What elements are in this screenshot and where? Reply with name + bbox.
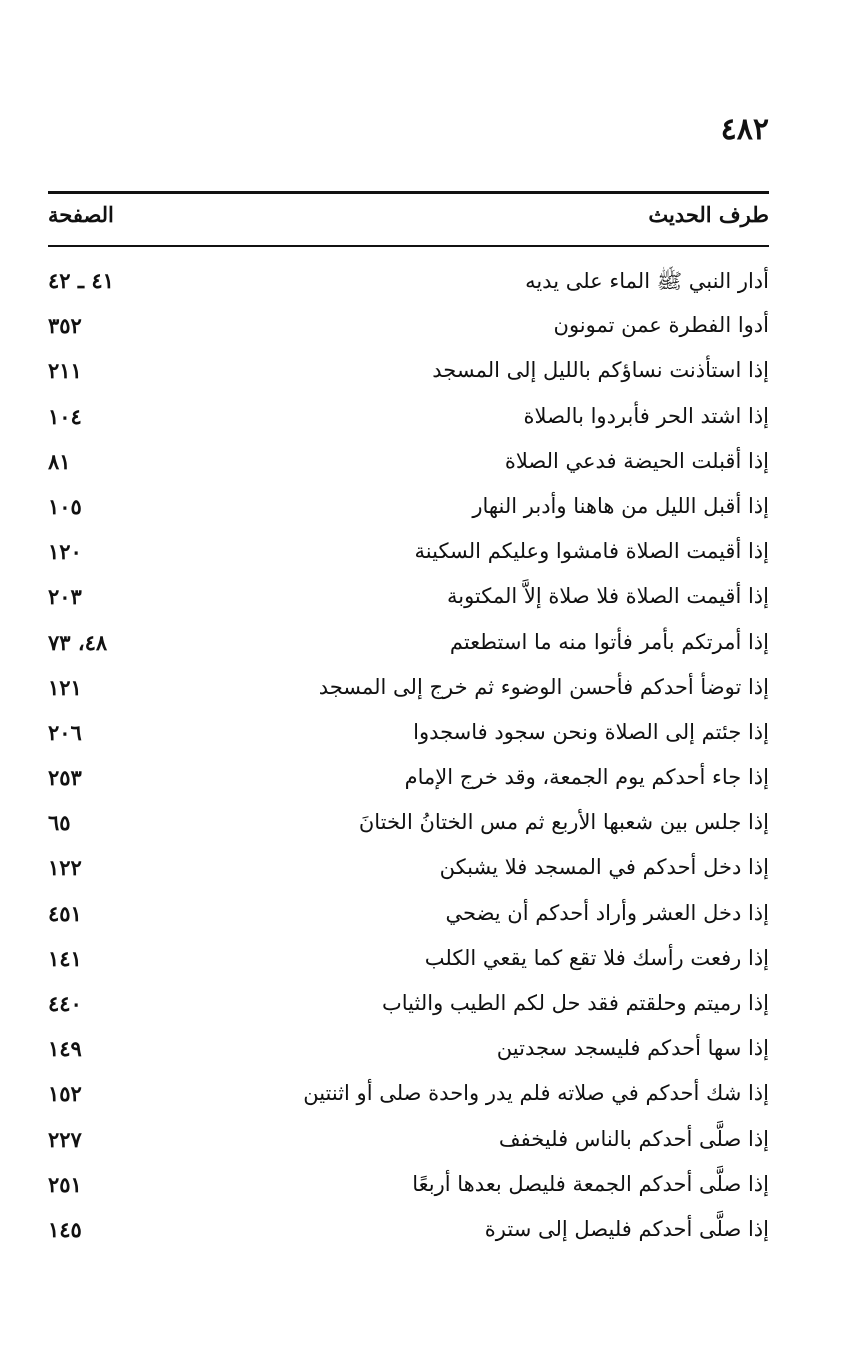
hadith-text: إذا شك أحدكم في صلاته فلم يدر واحدة صلى أو اثنتين [303,1081,769,1106]
hadith-text: إذا رفعت رأسك فلا تقع كما يقعي الكلب [424,945,769,970]
hadith-text: إذا توضأ أحدكم فأحسن الوضوء ثم خرج إلى المسجد [318,674,769,699]
table-header [48,202,769,236]
list-item [48,895,769,940]
hadith-text: إذا جلس بين شعبها الأربع ثم مس الختانُ الختانَ [358,810,769,835]
list-item [48,714,769,759]
header-page-column: الصفحة [48,202,114,227]
page-ref: ١٥٢ [48,1081,82,1107]
list-item [48,940,769,985]
hadith-text: إذا أقيمت الصلاة فامشوا وعليكم السكينة [414,539,769,564]
hadith-text: إذا استأذنت نساؤكم بالليل إلى المسجد [432,358,769,383]
page-ref: ٤٥١ [48,900,82,926]
page-ref: ٢٠٣ [48,584,82,610]
page-ref: ٢٢٧ [48,1126,82,1152]
page-ref: ١٠٤ [48,403,82,429]
hadith-text: إذا جئتم إلى الصلاة ونحن سجود فاسجدوا [413,719,769,744]
list-item [48,443,769,488]
hadith-text: إذا جاء أحدكم يوم الجمعة، وقد خرج الإمام [404,765,769,790]
list-item [48,533,769,578]
page-ref: ١٤٥ [48,1216,82,1242]
list-item [48,578,769,623]
page-ref: ٦٥ [48,810,71,836]
hadith-text: إذا دخل أحدكم في المسجد فلا يشبكن [439,855,769,880]
hadith-text: إذا اشتد الحر فأبردوا بالصلاة [523,403,769,428]
page-ref: ١٢٢ [48,855,82,881]
list-item [48,849,769,894]
list-item [48,488,769,533]
page-ref: ١٤٩ [48,1036,82,1062]
hadith-text: إذا صلَّى أحدكم فليصل إلى سترة [484,1216,769,1241]
top-rule [48,191,769,194]
list-item [48,262,769,307]
list-item [48,804,769,849]
page-number: ٤٨٢ [720,112,769,147]
page-ref: ٢٥٣ [48,765,82,791]
page-ref: ٣٥٢ [48,313,82,339]
hadith-text: إذا أقبلت الحيضة فدعي الصلاة [504,448,769,473]
list-item [48,1166,769,1211]
page-ref: ١٢١ [48,674,82,700]
page-ref: ١٠٥ [48,493,82,519]
list-item [48,985,769,1030]
page-ref: ٢٠٦ [48,719,82,745]
hadith-text: إذا صلَّى أحدكم الجمعة فليصل بعدها أربعًا [412,1171,769,1196]
hadith-text: إذا أقيمت الصلاة فلا صلاة إلاَّ المكتوبة [446,584,769,609]
hadith-index-list [48,262,769,1256]
header-rule [48,245,769,247]
hadith-text: أدار النبي ﷺ الماء على يديه [525,269,769,293]
list-item [48,669,769,714]
page-ref: ١٤١ [48,945,82,971]
header-hadith-column: طرف الحديث [648,202,769,227]
page-ref: ٢٥١ [48,1171,82,1197]
list-item [48,1211,769,1256]
page-ref: ٨١ [48,448,71,474]
page-ref: ٤١ ـ ٤٢ [48,268,114,293]
list-item [48,759,769,804]
page-ref: ١٢٠ [48,539,82,565]
page-ref: ٢١١ [48,358,82,384]
hadith-text: إذا أمرتكم بأمر فأتوا منه ما استطعتم [449,629,769,654]
hadith-text: إذا رميتم وحلقتم فقد حل لكم الطيب والثياب [382,991,769,1015]
list-item [48,1030,769,1075]
hadith-text: أدوا الفطرة عمن تمونون [553,313,769,338]
list-item [48,352,769,397]
list-item [48,307,769,352]
list-item [48,1075,769,1120]
list-item [48,624,769,669]
page-ref: ٤٤٠ [48,991,82,1016]
page-ref: ٤٨، ٧٣ [48,629,108,655]
hadith-text: إذا أقبل الليل من هاهنا وأدبر النهار [472,493,769,518]
hadith-text: إذا دخل العشر وأراد أحدكم أن يضحي [445,900,769,925]
hadith-text: إذا صلَّى أحدكم بالناس فليخفف [498,1126,769,1151]
hadith-text: إذا سها أحدكم فليسجد سجدتين [496,1036,769,1061]
list-item [48,398,769,443]
list-item [48,1121,769,1166]
